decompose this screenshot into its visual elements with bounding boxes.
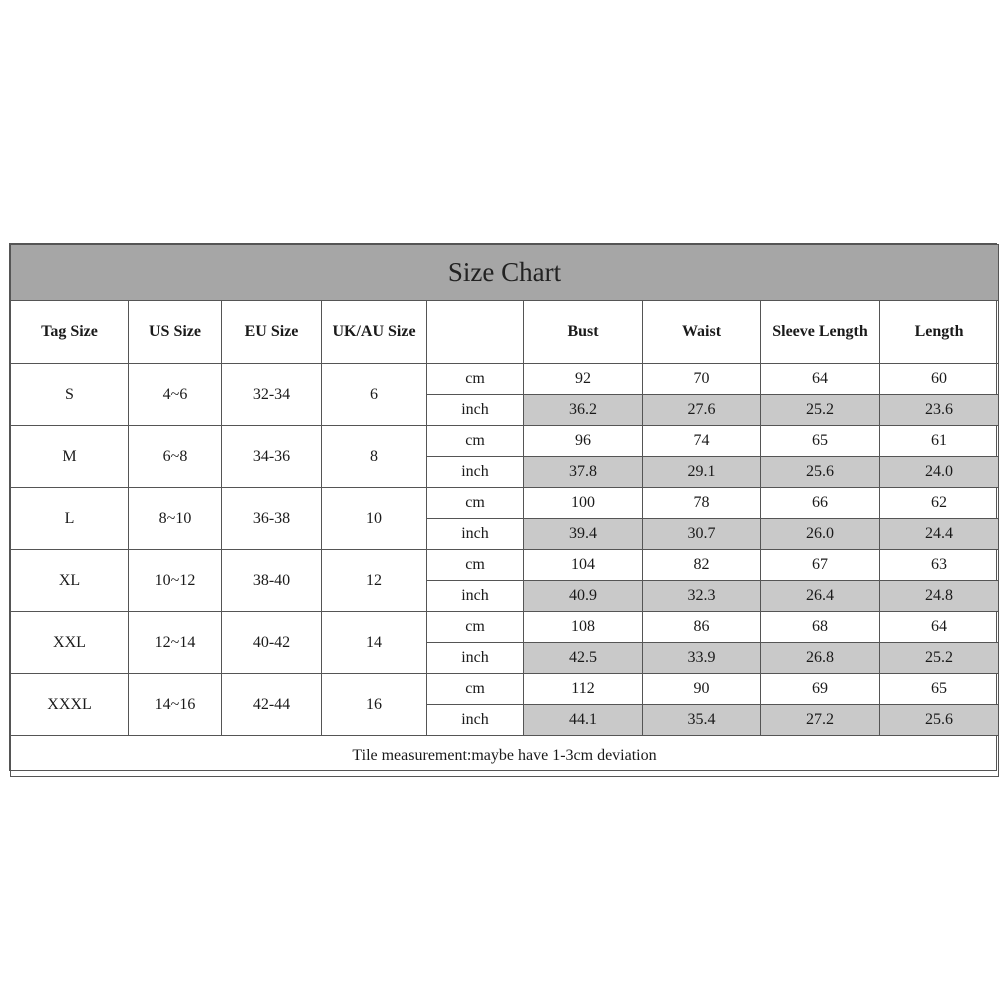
- bust-inch-cell: 40.9: [524, 581, 643, 612]
- tag-size-cell: XXXL: [11, 674, 129, 736]
- length-cm-cell: 63: [880, 550, 999, 581]
- waist-cm-cell: 78: [643, 488, 761, 519]
- bust-inch-cell: 44.1: [524, 705, 643, 736]
- size-chart: [9, 243, 997, 771]
- waist-cm-cell: 70: [643, 364, 761, 395]
- bust-inch-cell: 42.5: [524, 643, 643, 674]
- length-inch-cell: 25.6: [880, 705, 999, 736]
- waist-cm-cell: 86: [643, 612, 761, 643]
- table-row: [11, 364, 999, 395]
- bust-cm-cell: 104: [524, 550, 643, 581]
- sleeve-inch-cell: 26.0: [761, 519, 880, 550]
- table-row: [11, 426, 999, 457]
- footer-note: Tile measurement:maybe have 1-3cm deviation: [11, 736, 999, 777]
- length-inch-cell: 23.6: [880, 395, 999, 426]
- unit-inch-cell: inch: [427, 395, 524, 426]
- header-tag-size: Tag Size: [11, 301, 129, 364]
- unit-cm-cell: cm: [427, 674, 524, 705]
- bust-inch-cell: 39.4: [524, 519, 643, 550]
- sleeve-cm-cell: 66: [761, 488, 880, 519]
- bust-cm-cell: 96: [524, 426, 643, 457]
- header-unit: [427, 301, 524, 364]
- footer-row: [11, 736, 999, 777]
- sleeve-cm-cell: 64: [761, 364, 880, 395]
- uk-au-size-cell: 14: [322, 612, 427, 674]
- header-eu-size: EU Size: [222, 301, 322, 364]
- length-cm-cell: 64: [880, 612, 999, 643]
- eu-size-cell: 36-38: [222, 488, 322, 550]
- us-size-cell: 12~14: [129, 612, 222, 674]
- sleeve-inch-cell: 26.8: [761, 643, 880, 674]
- length-inch-cell: 25.2: [880, 643, 999, 674]
- sleeve-inch-cell: 27.2: [761, 705, 880, 736]
- header-us-size: US Size: [129, 301, 222, 364]
- uk-au-size-cell: 12: [322, 550, 427, 612]
- eu-size-cell: 42-44: [222, 674, 322, 736]
- unit-cm-cell: cm: [427, 426, 524, 457]
- unit-inch-cell: inch: [427, 581, 524, 612]
- header-row: [11, 301, 999, 364]
- header-waist: Waist: [643, 301, 761, 364]
- unit-inch-cell: inch: [427, 519, 524, 550]
- uk-au-size-cell: 8: [322, 426, 427, 488]
- uk-au-size-cell: 6: [322, 364, 427, 426]
- size-table: [10, 244, 999, 777]
- bust-inch-cell: 37.8: [524, 457, 643, 488]
- us-size-cell: 14~16: [129, 674, 222, 736]
- us-size-cell: 10~12: [129, 550, 222, 612]
- length-inch-cell: 24.8: [880, 581, 999, 612]
- sleeve-inch-cell: 25.6: [761, 457, 880, 488]
- sleeve-cm-cell: 67: [761, 550, 880, 581]
- header-bust: Bust: [524, 301, 643, 364]
- waist-cm-cell: 74: [643, 426, 761, 457]
- waist-inch-cell: 30.7: [643, 519, 761, 550]
- sleeve-inch-cell: 26.4: [761, 581, 880, 612]
- length-inch-cell: 24.4: [880, 519, 999, 550]
- us-size-cell: 4~6: [129, 364, 222, 426]
- header-sleeve-length: Sleeve Length: [761, 301, 880, 364]
- table-row: [11, 612, 999, 643]
- eu-size-cell: 38-40: [222, 550, 322, 612]
- unit-cm-cell: cm: [427, 488, 524, 519]
- length-cm-cell: 61: [880, 426, 999, 457]
- eu-size-cell: 34-36: [222, 426, 322, 488]
- eu-size-cell: 40-42: [222, 612, 322, 674]
- waist-inch-cell: 33.9: [643, 643, 761, 674]
- bust-cm-cell: 92: [524, 364, 643, 395]
- length-cm-cell: 62: [880, 488, 999, 519]
- uk-au-size-cell: 16: [322, 674, 427, 736]
- bust-inch-cell: 36.2: [524, 395, 643, 426]
- uk-au-size-cell: 10: [322, 488, 427, 550]
- tag-size-cell: XL: [11, 550, 129, 612]
- waist-inch-cell: 35.4: [643, 705, 761, 736]
- sleeve-cm-cell: 68: [761, 612, 880, 643]
- tag-size-cell: M: [11, 426, 129, 488]
- chart-title: Size Chart: [11, 245, 999, 301]
- tag-size-cell: L: [11, 488, 129, 550]
- waist-cm-cell: 82: [643, 550, 761, 581]
- table-row: [11, 488, 999, 519]
- header-length: Length: [880, 301, 999, 364]
- waist-cm-cell: 90: [643, 674, 761, 705]
- length-inch-cell: 24.0: [880, 457, 999, 488]
- unit-cm-cell: cm: [427, 550, 524, 581]
- sleeve-inch-cell: 25.2: [761, 395, 880, 426]
- us-size-cell: 8~10: [129, 488, 222, 550]
- bust-cm-cell: 100: [524, 488, 643, 519]
- unit-cm-cell: cm: [427, 364, 524, 395]
- unit-inch-cell: inch: [427, 643, 524, 674]
- waist-inch-cell: 32.3: [643, 581, 761, 612]
- length-cm-cell: 65: [880, 674, 999, 705]
- length-cm-cell: 60: [880, 364, 999, 395]
- tag-size-cell: XXL: [11, 612, 129, 674]
- table-row: [11, 550, 999, 581]
- us-size-cell: 6~8: [129, 426, 222, 488]
- bust-cm-cell: 108: [524, 612, 643, 643]
- sleeve-cm-cell: 65: [761, 426, 880, 457]
- waist-inch-cell: 29.1: [643, 457, 761, 488]
- unit-cm-cell: cm: [427, 612, 524, 643]
- sleeve-cm-cell: 69: [761, 674, 880, 705]
- header-uk-au-size: UK/AU Size: [322, 301, 427, 364]
- unit-inch-cell: inch: [427, 705, 524, 736]
- eu-size-cell: 32-34: [222, 364, 322, 426]
- unit-inch-cell: inch: [427, 457, 524, 488]
- waist-inch-cell: 27.6: [643, 395, 761, 426]
- table-row: [11, 674, 999, 705]
- bust-cm-cell: 112: [524, 674, 643, 705]
- tag-size-cell: S: [11, 364, 129, 426]
